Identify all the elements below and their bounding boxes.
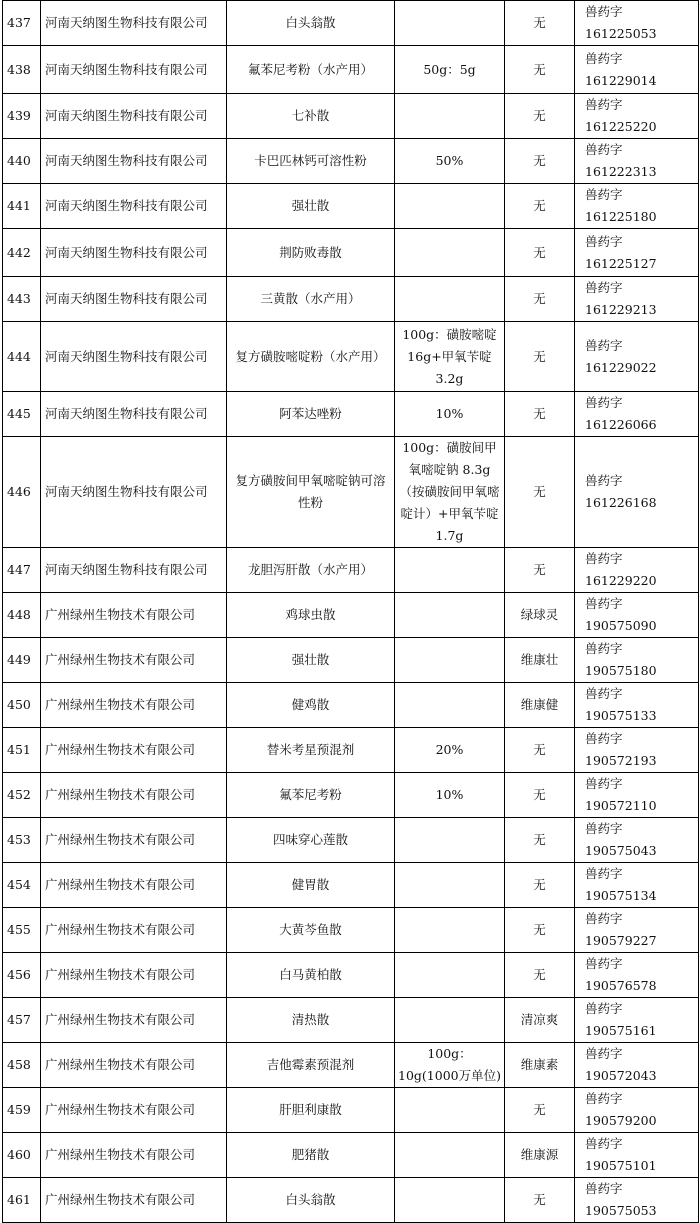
table-row <box>3 46 699 94</box>
drug-name: 替米考星预混剂 <box>227 728 395 773</box>
table-row <box>3 437 699 548</box>
approval-number: 兽药字 190575134 <box>575 863 699 908</box>
trade-name: 绿球灵 <box>505 593 575 638</box>
company-name: 河南天纳图生物科技有限公司 <box>41 437 227 548</box>
drug-name: 肝胆利康散 <box>227 1088 395 1133</box>
trade-name: 无 <box>505 94 575 139</box>
row-number: 450 <box>3 683 41 728</box>
drug-name: 清热散 <box>227 998 395 1043</box>
company-name: 广州绿州生物技术有限公司 <box>41 593 227 638</box>
company-name: 广州绿州生物技术有限公司 <box>41 998 227 1043</box>
table-row <box>3 908 699 953</box>
table-row <box>3 818 699 863</box>
company-name: 广州绿州生物技术有限公司 <box>41 1043 227 1088</box>
drug-spec: 100g：磺胺嘧啶16g+甲氧苄啶3.2g <box>395 322 505 392</box>
company-name: 河南天纳图生物科技有限公司 <box>41 94 227 139</box>
table-row <box>3 638 699 683</box>
row-number: 443 <box>3 277 41 322</box>
table-row <box>3 728 699 773</box>
drug-name: 健鸡散 <box>227 683 395 728</box>
drug-spec <box>395 638 505 683</box>
drug-spec <box>395 1133 505 1178</box>
trade-name: 维康健 <box>505 683 575 728</box>
company-name: 广州绿州生物技术有限公司 <box>41 638 227 683</box>
company-name: 河南天纳图生物科技有限公司 <box>41 1 227 46</box>
table-row <box>3 863 699 908</box>
approval-number: 兽药字 161225127 <box>575 229 699 277</box>
trade-name: 无 <box>505 46 575 94</box>
company-name: 广州绿州生物技术有限公司 <box>41 908 227 953</box>
approval-number: 兽药字 190579200 <box>575 1088 699 1133</box>
table-row <box>3 392 699 437</box>
approval-number: 兽药字 161226066 <box>575 392 699 437</box>
trade-name: 无 <box>505 548 575 593</box>
table-row <box>3 1043 699 1088</box>
approval-number: 兽药字 190572110 <box>575 773 699 818</box>
trade-name: 无 <box>505 184 575 229</box>
company-name: 河南天纳图生物科技有限公司 <box>41 229 227 277</box>
trade-name: 无 <box>505 908 575 953</box>
drug-spec <box>395 818 505 863</box>
table-row <box>3 683 699 728</box>
approval-number: 兽药字 190575043 <box>575 818 699 863</box>
drug-name: 复方磺胺嘧啶粉（水产用） <box>227 322 395 392</box>
drug-name: 七补散 <box>227 94 395 139</box>
table-row <box>3 548 699 593</box>
drug-spec <box>395 229 505 277</box>
trade-name: 无 <box>505 1 575 46</box>
trade-name: 维康壮 <box>505 638 575 683</box>
drug-spec <box>395 277 505 322</box>
drug-name: 荆防败毒散 <box>227 229 395 277</box>
drug-spec <box>395 683 505 728</box>
trade-name: 维康素 <box>505 1043 575 1088</box>
row-number: 437 <box>3 1 41 46</box>
trade-name: 无 <box>505 277 575 322</box>
table-row <box>3 1133 699 1178</box>
row-number: 438 <box>3 46 41 94</box>
company-name: 广州绿州生物技术有限公司 <box>41 1088 227 1133</box>
drug-name: 鸡球虫散 <box>227 593 395 638</box>
row-number: 455 <box>3 908 41 953</box>
drug-name: 氟苯尼考粉（水产用） <box>227 46 395 94</box>
drug-name: 强壮散 <box>227 638 395 683</box>
row-number: 442 <box>3 229 41 277</box>
drug-spec: 50g：5g <box>395 46 505 94</box>
approval-number: 兽药字 190575053 <box>575 1178 699 1223</box>
company-name: 河南天纳图生物科技有限公司 <box>41 322 227 392</box>
drug-name: 白头翁散 <box>227 1 395 46</box>
row-number: 448 <box>3 593 41 638</box>
drug-name: 卡巴匹林钙可溶性粉 <box>227 139 395 184</box>
table-row <box>3 593 699 638</box>
table-row <box>3 229 699 277</box>
trade-name: 无 <box>505 728 575 773</box>
trade-name: 无 <box>505 322 575 392</box>
row-number: 445 <box>3 392 41 437</box>
company-name: 河南天纳图生物科技有限公司 <box>41 184 227 229</box>
drug-name: 强壮散 <box>227 184 395 229</box>
trade-name: 无 <box>505 437 575 548</box>
drug-name: 阿苯达唑粉 <box>227 392 395 437</box>
row-number: 457 <box>3 998 41 1043</box>
company-name: 河南天纳图生物科技有限公司 <box>41 277 227 322</box>
table-row <box>3 1088 699 1133</box>
trade-name: 无 <box>505 863 575 908</box>
row-number: 459 <box>3 1088 41 1133</box>
row-number: 458 <box>3 1043 41 1088</box>
table-row <box>3 773 699 818</box>
row-number: 440 <box>3 139 41 184</box>
approval-number: 兽药字 190579227 <box>575 908 699 953</box>
table-row <box>3 184 699 229</box>
drug-name: 吉他霉素预混剂 <box>227 1043 395 1088</box>
row-number: 446 <box>3 437 41 548</box>
approval-number: 兽药字 190575133 <box>575 683 699 728</box>
table-row <box>3 998 699 1043</box>
row-number: 441 <box>3 184 41 229</box>
row-number: 461 <box>3 1178 41 1223</box>
approval-number: 兽药字 161229220 <box>575 548 699 593</box>
company-name: 广州绿州生物技术有限公司 <box>41 773 227 818</box>
drug-spec <box>395 998 505 1043</box>
drug-spec <box>395 548 505 593</box>
company-name: 广州绿州生物技术有限公司 <box>41 728 227 773</box>
drug-spec: 10% <box>395 392 505 437</box>
approval-number: 兽药字 161226168 <box>575 437 699 548</box>
table-body <box>3 1 699 1223</box>
company-name: 广州绿州生物技术有限公司 <box>41 818 227 863</box>
company-name: 河南天纳图生物科技有限公司 <box>41 392 227 437</box>
trade-name: 无 <box>505 139 575 184</box>
trade-name: 无 <box>505 229 575 277</box>
drug-name: 大黄芩鱼散 <box>227 908 395 953</box>
drug-spec <box>395 1 505 46</box>
approval-number: 兽药字 161222313 <box>575 139 699 184</box>
row-number: 447 <box>3 548 41 593</box>
trade-name: 无 <box>505 392 575 437</box>
trade-name: 无 <box>505 773 575 818</box>
drug-name: 肥猪散 <box>227 1133 395 1178</box>
drug-name: 氟苯尼考粉 <box>227 773 395 818</box>
drug-spec <box>395 184 505 229</box>
approval-number: 兽药字 161229022 <box>575 322 699 392</box>
trade-name: 无 <box>505 1088 575 1133</box>
company-name: 广州绿州生物技术有限公司 <box>41 863 227 908</box>
trade-name: 无 <box>505 953 575 998</box>
trade-name: 维康源 <box>505 1133 575 1178</box>
company-name: 广州绿州生物技术有限公司 <box>41 953 227 998</box>
drug-approval-table <box>2 0 699 1223</box>
row-number: 454 <box>3 863 41 908</box>
approval-number: 兽药字 161225180 <box>575 184 699 229</box>
row-number: 456 <box>3 953 41 998</box>
table-row <box>3 1178 699 1223</box>
table-row <box>3 1 699 46</box>
row-number: 449 <box>3 638 41 683</box>
approval-number: 兽药字 190575180 <box>575 638 699 683</box>
row-number: 444 <box>3 322 41 392</box>
table-row <box>3 953 699 998</box>
company-name: 广州绿州生物技术有限公司 <box>41 1133 227 1178</box>
drug-spec <box>395 908 505 953</box>
approval-number: 兽药字 190575090 <box>575 593 699 638</box>
approval-number: 兽药字 190572043 <box>575 1043 699 1088</box>
trade-name: 无 <box>505 818 575 863</box>
approval-number: 兽药字 190575101 <box>575 1133 699 1178</box>
company-name: 广州绿州生物技术有限公司 <box>41 1178 227 1223</box>
drug-spec <box>395 1178 505 1223</box>
drug-name: 复方磺胺间甲氧嘧啶钠可溶性粉 <box>227 437 395 548</box>
drug-name: 龙胆泻肝散（水产用） <box>227 548 395 593</box>
table-row <box>3 277 699 322</box>
table-row <box>3 94 699 139</box>
company-name: 广州绿州生物技术有限公司 <box>41 683 227 728</box>
table-row <box>3 139 699 184</box>
row-number: 439 <box>3 94 41 139</box>
drug-spec <box>395 593 505 638</box>
company-name: 河南天纳图生物科技有限公司 <box>41 46 227 94</box>
drug-spec <box>395 863 505 908</box>
row-number: 452 <box>3 773 41 818</box>
drug-name: 三黄散（水产用） <box>227 277 395 322</box>
trade-name: 清凉爽 <box>505 998 575 1043</box>
drug-spec: 50% <box>395 139 505 184</box>
row-number: 460 <box>3 1133 41 1178</box>
approval-number: 兽药字 190576578 <box>575 953 699 998</box>
drug-spec <box>395 953 505 998</box>
table-row <box>3 322 699 392</box>
drug-spec <box>395 94 505 139</box>
drug-spec: 100g：磺胺间甲氧嘧啶钠 8.3g（按磺胺间甲氧嘧啶计）+甲氧苄啶 1.7g <box>395 437 505 548</box>
approval-number: 兽药字 161229213 <box>575 277 699 322</box>
drug-spec: 10% <box>395 773 505 818</box>
drug-spec: 20% <box>395 728 505 773</box>
approval-number: 兽药字 161225053 <box>575 1 699 46</box>
approval-number: 兽药字 190575161 <box>575 998 699 1043</box>
row-number: 453 <box>3 818 41 863</box>
approval-number: 兽药字 161229014 <box>575 46 699 94</box>
company-name: 河南天纳图生物科技有限公司 <box>41 139 227 184</box>
approval-number: 兽药字 190572193 <box>575 728 699 773</box>
row-number: 451 <box>3 728 41 773</box>
drug-name: 白马黄柏散 <box>227 953 395 998</box>
company-name: 河南天纳图生物科技有限公司 <box>41 548 227 593</box>
drug-spec <box>395 1088 505 1133</box>
drug-name: 健胃散 <box>227 863 395 908</box>
drug-name: 四味穿心莲散 <box>227 818 395 863</box>
drug-name: 白头翁散 <box>227 1178 395 1223</box>
trade-name: 无 <box>505 1178 575 1223</box>
drug-spec: 100g：10g(1000万单位) <box>395 1043 505 1088</box>
approval-number: 兽药字 161225220 <box>575 94 699 139</box>
